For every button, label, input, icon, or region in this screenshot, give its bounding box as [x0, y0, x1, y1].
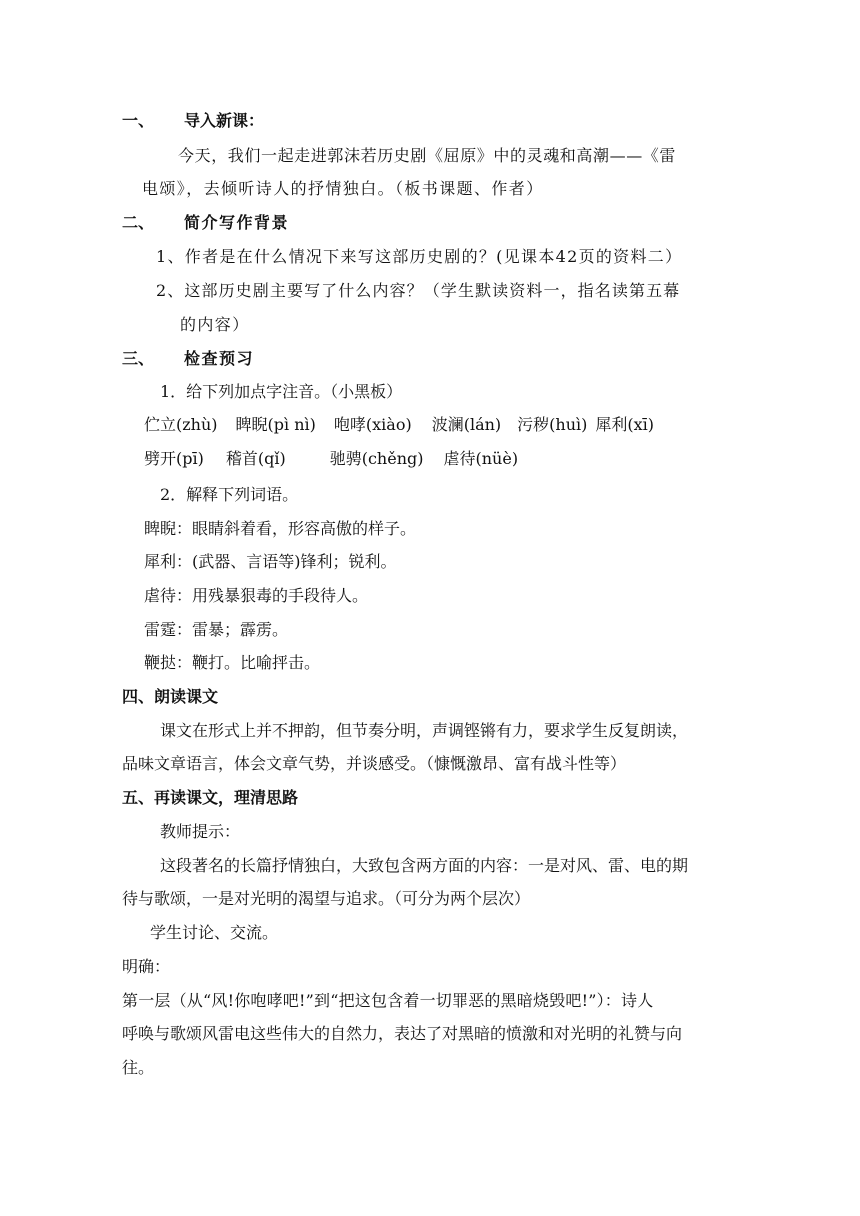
section-2-item-2-line-2: 的内容） — [180, 315, 250, 334]
definition-item: 雷霆：雷暴；霹雳。 — [144, 620, 289, 639]
layer-1-line-2: 呼唤与歌颂风雷电这些伟大的自然力，表达了对黑暗的愤激和对光明的礼赞与向 — [122, 1024, 683, 1043]
section-2-item-1: 1、作者是在什么情况下来写这部历史剧的？(见课本42页的资料二） — [156, 247, 683, 266]
pinyin-item: 劈开(pī) — [144, 449, 204, 468]
pinyin-item: 伫立(zhù) — [144, 415, 218, 434]
layer-1-line-3: 往。 — [122, 1058, 155, 1077]
teacher-hint-line-1: 这段著名的长篇抒情独白，大致包含两方面的内容：一是对风、雷、电的期 — [160, 856, 689, 875]
section-4-paragraph-line-2: 品味文章语言，体会文章气势，并谈感受。（慷慨激昂、富有战斗性等） — [122, 754, 627, 773]
pinyin-row-2 — [144, 448, 518, 470]
section-2-title: 简介写作背景 — [184, 213, 290, 232]
section-1-heading — [122, 110, 264, 132]
section-1-paragraph-line-2: 电颂》，去倾听诗人的抒情独白。（板书课题、作者） — [142, 179, 544, 198]
student-discussion: 学生讨论、交流。 — [150, 923, 279, 942]
teacher-hint-label: 教师提示： — [160, 822, 241, 841]
definition-item: 鞭挞：鞭打。比喻抨击。 — [144, 653, 321, 672]
section-2-number: 二、 — [122, 213, 155, 232]
pinyin-item: 污秽(huì) — [517, 415, 588, 434]
section-1-title: 导入新课： — [184, 111, 265, 130]
section-3-question-1: 1．给下列加点字注音。（小黑板） — [160, 382, 403, 401]
section-3-question-2: 2．解释下列词语。 — [160, 485, 299, 504]
section-1-number: 一、 — [122, 111, 155, 130]
section-1-paragraph-line-1: 今天，我们一起走进郭沫若历史剧《屈原》中的灵魂和高潮——《雷 — [178, 146, 677, 165]
pinyin-item: 咆哮(xiào) — [333, 415, 412, 434]
definition-item: 虐待：用残暴狠毒的手段待人。 — [144, 586, 369, 605]
section-2-heading — [122, 212, 289, 234]
pinyin-item: 稽首(qǐ) — [225, 449, 286, 468]
teacher-hint-line-2: 待与歌颂，一是对光明的渴望与追求。（可分为两个层次） — [122, 889, 531, 908]
layer-1-line-1: 第一层（从“风!你咆哮吧!”到“把这包含着一切罪恶的黑暗烧毁吧!”）：诗人 — [122, 991, 654, 1010]
definition-item: 犀利：(武器、言语等)锋利；锐利。 — [144, 552, 397, 571]
pinyin-item: 驰骋(chěng) — [329, 449, 424, 468]
pinyin-item: 犀利(xī) — [595, 415, 655, 434]
definition-item: 睥睨：眼睛斜着看，形容高傲的样子。 — [144, 519, 417, 538]
section-4-paragraph-line-1: 课文在形式上并不押韵，但节奏分明，声调铿锵有力，要求学生反复朗读， — [160, 721, 689, 740]
section-2-item-2-line-1: 2、这部历史剧主要写了什么内容？（学生默读资料一，指名读第五幕 — [156, 281, 681, 300]
section-3-number: 三、 — [122, 349, 155, 368]
section-3-heading — [122, 348, 254, 370]
section-5-heading: 五、再读课文，理清思路 — [122, 788, 299, 807]
section-4-heading: 四、朗读课文 — [122, 687, 219, 706]
pinyin-item: 睥睨(pì nì) — [235, 415, 316, 434]
clarify-label: 明确： — [122, 957, 171, 976]
pinyin-row-1 — [144, 414, 654, 436]
pinyin-item: 虐待(nüè) — [443, 449, 519, 468]
section-3-title: 检查预习 — [184, 349, 255, 368]
pinyin-item: 波澜(lán) — [431, 415, 502, 434]
